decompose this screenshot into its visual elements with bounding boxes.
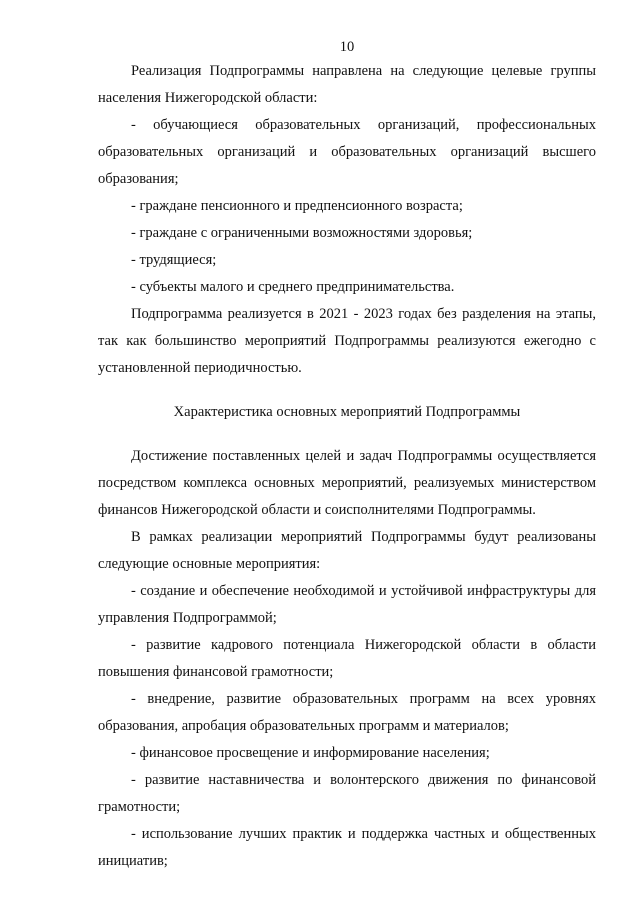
document-page <box>98 36 596 875</box>
body-text-bottom <box>98 443 596 875</box>
paragraph: Реализация Подпрограммы направлена на следующие целевые группы населения Нижегородской области: <box>98 63 596 106</box>
section-heading: Характеристика основных мероприятий Подпрограммы <box>173 404 521 420</box>
list-item: - внедрение, развитие образовательных программ на всех уровнях образования, апробация образовательных программ и материалов; <box>98 691 596 734</box>
list-item: - граждане с ограниченными возможностями здоровья; <box>131 225 473 241</box>
list-item: - развитие наставничества и волонтерского движения по финансовой грамотности; <box>98 772 596 815</box>
list-item: - обучающиеся образовательных организаций, профессиональных образовательных организаций и образовательных организаций высшего образования; <box>98 117 596 187</box>
list-item: - развитие кадрового потенциала Нижегородской области в области повышения финансовой грамотности; <box>98 637 596 680</box>
list-item: - трудящиеся; <box>131 252 217 268</box>
paragraph: Подпрограмма реализуется в 2021 - 2023 годах без разделения на этапы, так как большинство мероприятий Подпрограммы реализуются ежегодно с установленной периодичностью. <box>98 306 596 376</box>
paragraph: Достижение поставленных целей и задач Подпрограммы осуществляется посредством комплекса основных мероприятий, реализуемых министерством финансов Нижегородской области и соисполнителями Подпрограммы. <box>98 448 596 518</box>
page-number: 10 <box>339 39 355 55</box>
list-item: - создание и обеспечение необходимой и устойчивой инфраструктуры для управления Подпрограммой; <box>98 583 596 626</box>
list-item: - субъекты малого и среднего предпринимательства. <box>131 279 455 295</box>
list-item: - использование лучших практик и поддержка частных и общественных инициатив; <box>98 826 596 869</box>
body-text-top <box>98 58 596 382</box>
list-item: - граждане пенсионного и предпенсионного возраста; <box>131 198 463 214</box>
paragraph: В рамках реализации мероприятий Подпрограммы будут реализованы следующие основные мероприятия: <box>98 529 596 572</box>
list-item: - финансовое просвещение и информирование населения; <box>131 745 490 761</box>
